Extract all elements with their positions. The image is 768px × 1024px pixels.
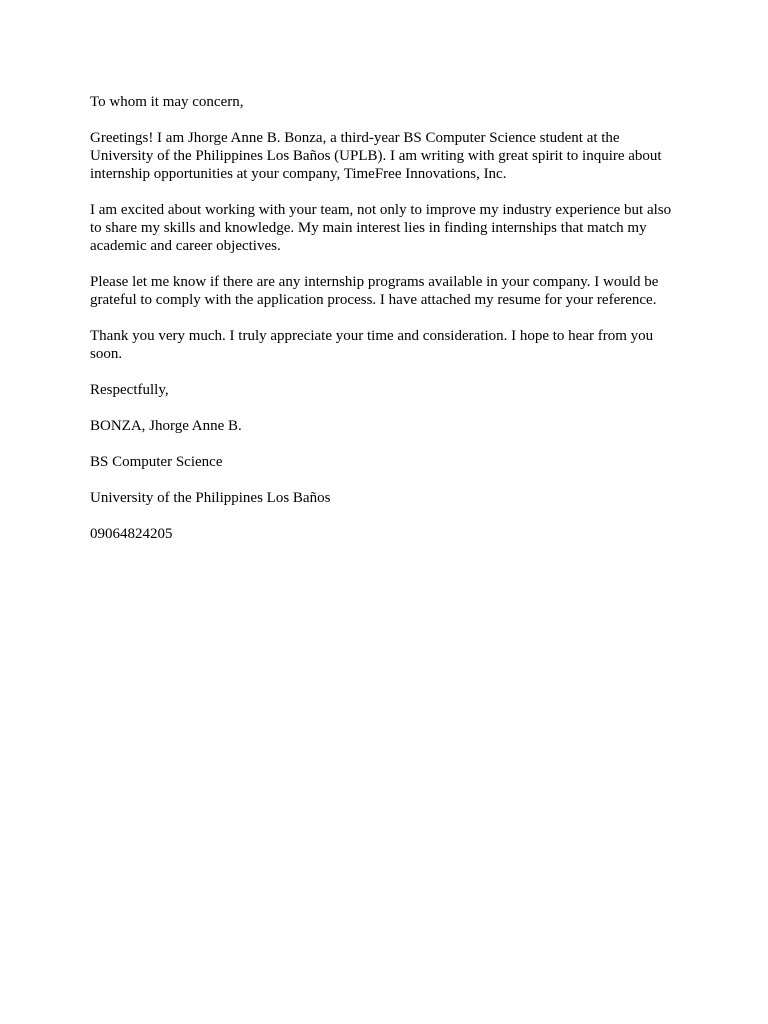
paragraph-introduction: Greetings! I am Jhorge Anne B. Bonza, a third-year BS Computer Science student at the University of the Philippines Los Baños (UPLB). I am writing with great spirit to inquire about internship opportunities at your company, TimeFree Innovations, Inc.	[90, 130, 662, 182]
paragraph-request: Please let me know if there are any internship programs available in your company. I would be grateful to comply with the application process. I have attached my resume for your reference.	[90, 274, 659, 308]
paragraph-thanks: Thank you very much. I truly appreciate your time and consideration. I hope to hear from you soon.	[90, 328, 654, 362]
closing: Respectfully,	[90, 382, 169, 398]
signature-phone: 09064824205	[90, 526, 173, 542]
salutation: To whom it may concern,	[90, 94, 244, 110]
signature-name: BONZA, Jhorge Anne B.	[90, 418, 242, 434]
letter-body	[90, 93, 682, 561]
signature-university: University of the Philippines Los Baños	[90, 490, 331, 506]
paragraph-motivation: I am excited about working with your team, not only to improve my industry experience but also to share my skills and knowledge. My main interest lies in finding internships that match my academic and career objectives.	[90, 202, 672, 254]
signature-program: BS Computer Science	[90, 454, 223, 470]
